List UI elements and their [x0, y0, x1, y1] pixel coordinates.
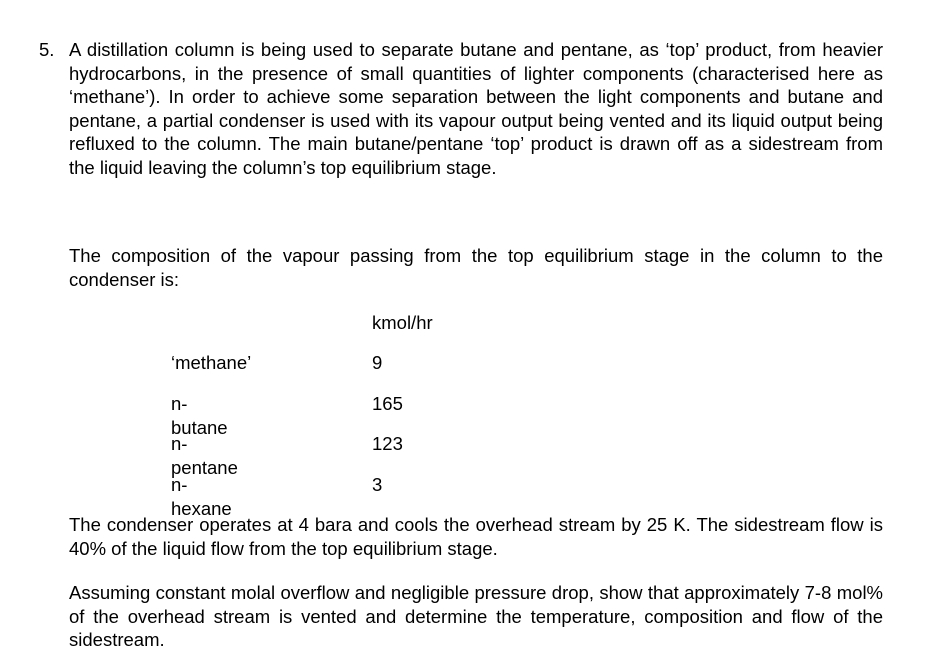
- problem-statement-paragraph: A distillation column is being used to separate butane and pentane, as ‘top’ product, from heavier hydrocarbons, in the presence of small quantities of lighter components (characterised here as ‘methane’). In order to achieve some separation between the light components and butane and pentane, a partial condenser is used with its vapour output being vented and its liquid output being refluxed to the column. The main butane/pentane ‘top’ product is drawn off as a sidestream from the liquid leaving the column’s top equilibrium stage.: [69, 39, 883, 178]
- component-flow-butane: 165: [372, 393, 403, 414]
- component-name-methane: ‘methane’: [171, 352, 252, 373]
- component-name-hexane: n-hexane: [171, 474, 232, 519]
- condenser-conditions-paragraph: The condenser operates at 4 bara and cools the overhead stream by 25 K. The sidestream flow is 40% of the liquid flow from the top equilibrium stage.: [69, 514, 883, 559]
- unit-header: kmol/hr: [372, 312, 433, 333]
- component-flow-pentane: 123: [372, 433, 403, 454]
- composition-intro-paragraph: The composition of the vapour passing from the top equilibrium stage in the column to the condenser is:: [69, 245, 883, 290]
- question-number: 5.: [39, 39, 55, 60]
- component-flow-methane: 9: [372, 352, 383, 373]
- component-name-butane: n-butane: [171, 393, 228, 438]
- task-paragraph: Assuming constant molal overflow and negligible pressure drop, show that approximately 7-8 mol% of the overhead stream is vented and determine the temperature, composition and flow of the sidestream.: [69, 582, 883, 651]
- component-name-pentane: n-pentane: [171, 433, 238, 478]
- component-flow-hexane: 3: [372, 474, 383, 495]
